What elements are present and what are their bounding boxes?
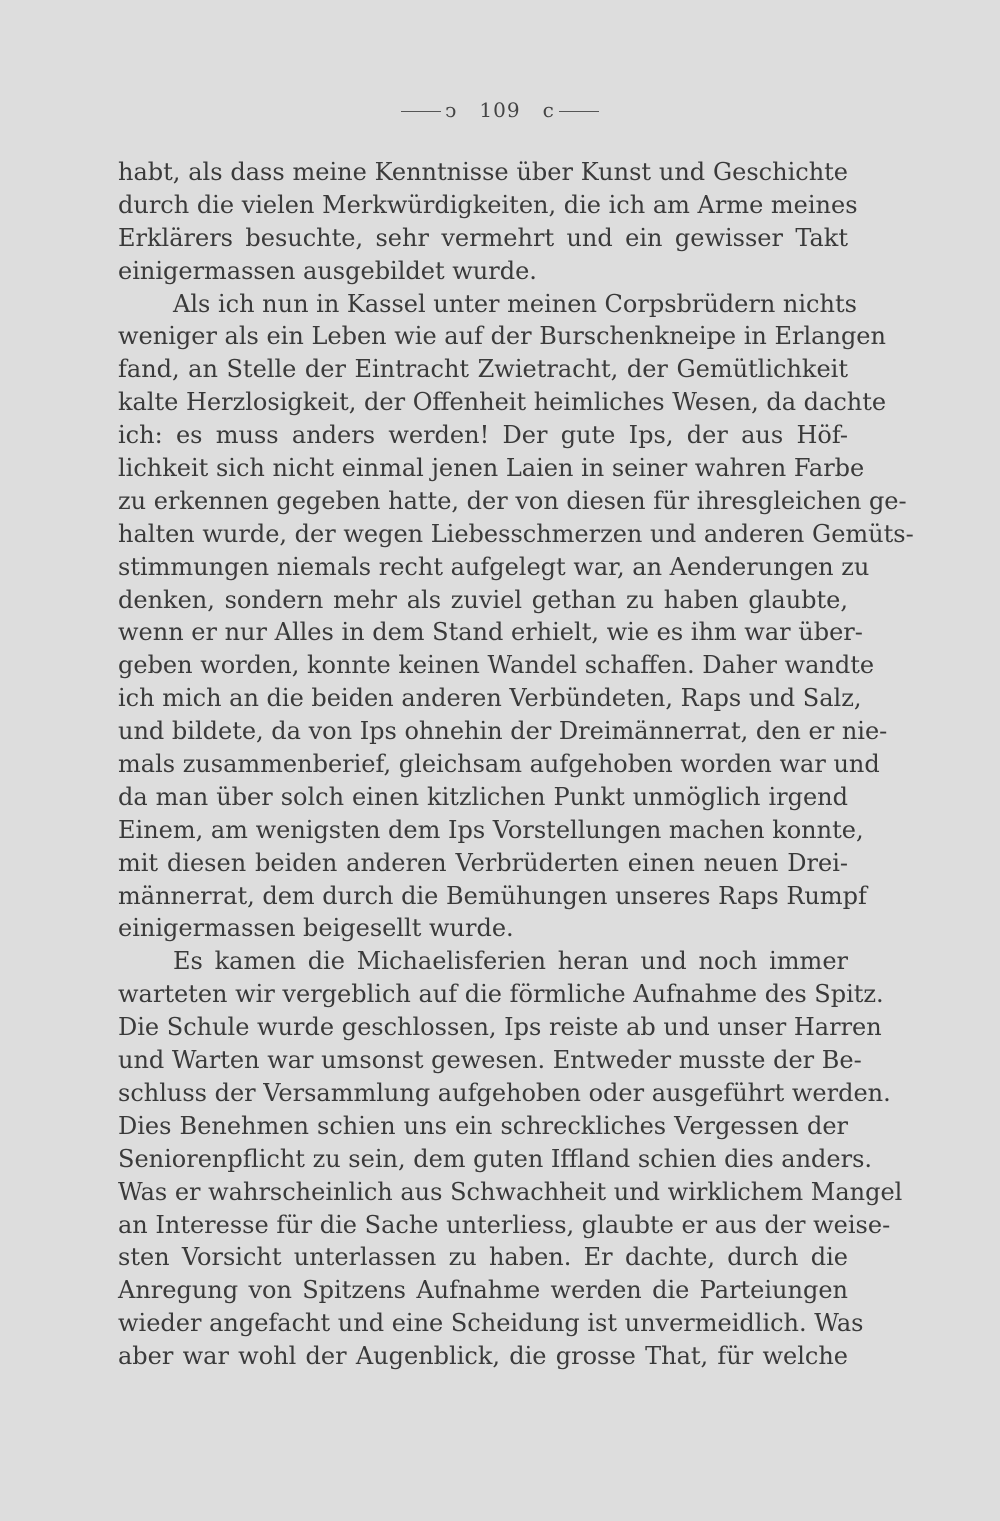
text-line: stimmungen niemals recht aufgelegt war, an Aenderungen zu <box>118 552 870 581</box>
text-line: männerrat, dem durch die Bemühungen unseres Raps Rumpf <box>118 881 867 910</box>
text-line: mals zusammenberief, gleichsam aufgehoben worden war und <box>118 750 880 779</box>
text-line: mit diesen beiden anderen Verbrüderten einen neuen Drei- <box>118 848 848 877</box>
text-line: an Interesse für die Sache unterliess, glaubte er aus der weise- <box>118 1210 891 1239</box>
text-line: schluss der Versammlung aufgehoben oder ausgeführt werden. <box>118 1078 891 1107</box>
text-line: geben worden, konnte keinen Wandel schaffen. Daher wandte <box>118 651 875 680</box>
text-line: weniger als ein Leben wie auf der Burschenkneipe in Erlangen <box>118 322 886 351</box>
text-line: Seniorenpflicht zu sein, dem guten Iffland schien dies anders. <box>118 1144 873 1173</box>
text-line: kalte Herzlosigkeit, der Offenheit heimliches Wesen, da dachte <box>118 388 887 417</box>
header-rule-left <box>401 111 441 112</box>
text-line: da man über solch einen kitzlichen Punkt unmöglich irgend <box>118 782 848 811</box>
text-line: Als ich nun in Kassel unter meinen Corpsbrüdern nichts <box>173 289 857 318</box>
header-ornament-right: c <box>542 98 555 122</box>
text-line: und Warten war umsonst gewesen. Entweder musste der Be- <box>118 1046 862 1075</box>
text-line: Einem, am wenigsten dem Ips Vorstellungen machen konnte, <box>118 815 864 844</box>
text-line: sten Vorsicht unterlassen zu haben. Er dachte, durch die <box>118 1243 848 1272</box>
text-line: und bildete, da von Ips ohnehin der Dreimännerrat, den er nie- <box>118 717 888 746</box>
text-line: einigermassen ausgebildet wurde. <box>118 256 537 285</box>
text-line: Dies Benehmen schien uns ein schreckliches Vergessen der <box>118 1111 848 1140</box>
text-line: Anregung von Spitzens Aufnahme werden die Parteiungen <box>118 1276 848 1305</box>
page-number: 109 <box>479 98 521 122</box>
text-line: Es kamen die Michaelisferien heran und noch immer <box>173 947 848 976</box>
text-line: wieder angefacht und eine Scheidung ist unvermeidlich. Was <box>118 1309 864 1338</box>
text-line: halten wurde, der wegen Liebesschmerzen und anderen Gemüts- <box>118 519 914 548</box>
text-line: zu erkennen gegeben hatte, der von diesen für ihresgleichen ge- <box>118 486 907 515</box>
text-line: habt, als dass meine Kenntnisse über Kunst und Geschichte <box>118 158 848 186</box>
header-ornament-left: ↄ <box>445 98 458 122</box>
text-line: Erklärers besuchte, sehr vermehrt und ein gewisser Takt <box>118 223 848 252</box>
text-line: aber war wohl der Augenblick, die grosse That, für welche <box>118 1342 848 1371</box>
body-text <box>118 156 914 1373</box>
text-line: ich: es muss anders werden! Der gute Ips, der aus Höf- <box>118 421 848 450</box>
text-line: durch die vielen Merkwürdigkeiten, die ich am Arme meines <box>118 190 858 219</box>
text-line: fand, an Stelle der Eintracht Zwietracht, der Gemütlichkeit <box>118 355 848 384</box>
text-line: lichkeit sich nicht einmal jenen Laien in seiner wahren Farbe <box>118 454 865 483</box>
text-line: ich mich an die beiden anderen Verbündeten, Raps und Salz, <box>118 684 862 713</box>
text-line: denken, sondern mehr als zuviel gethan zu haben glaubte, <box>118 585 848 614</box>
text-line: warteten wir vergeblich auf die förmliche Aufnahme des Spitz. <box>118 980 884 1009</box>
text-line: wenn er nur Alles in dem Stand erhielt, wie es ihm war über- <box>118 618 863 647</box>
text-line: Die Schule wurde geschlossen, Ips reiste ab und unser Harren <box>118 1013 882 1042</box>
header-rule-right <box>559 111 599 112</box>
text-line: Was er wahrscheinlich aus Schwachheit und wirklichem Mangel <box>118 1177 903 1206</box>
page-header <box>0 98 1000 122</box>
text-line: einigermassen beigesellt wurde. <box>118 914 514 943</box>
